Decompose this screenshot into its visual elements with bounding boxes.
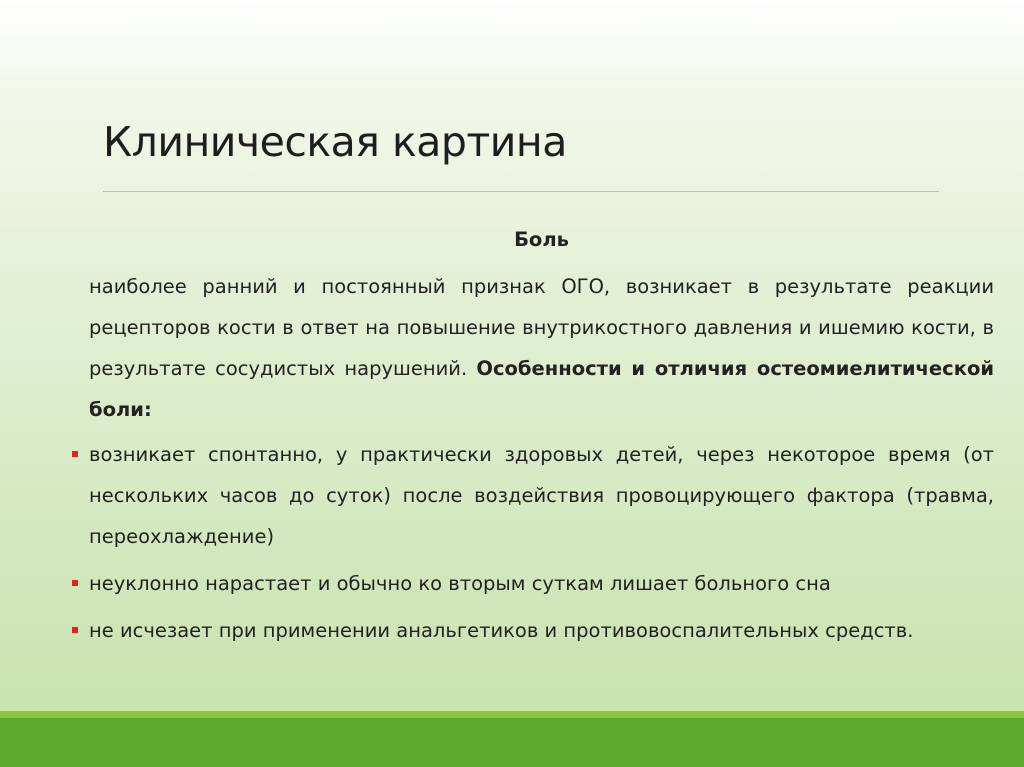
slide-content	[89, 219, 994, 657]
bullet-square-icon	[72, 451, 78, 457]
bullet-square-icon	[72, 627, 78, 633]
bottom-band-highlight	[0, 711, 1024, 718]
list-item-text: возникает спонтанно, у практически здоровых детей, через некоторое время (от нескольких часов до суток) после воздействия провоцирующего фактора (травма, переохлаждение)	[89, 443, 994, 548]
intro-paragraph	[89, 266, 994, 430]
list-item	[89, 610, 994, 651]
features-subheading: Особенности и отличия остеомиелитической боли:	[89, 357, 995, 421]
list-item	[89, 434, 994, 557]
list-item-text: не исчезает при применении анальгетиков и противовоспалительных средств.	[89, 619, 914, 642]
bullet-square-icon	[72, 580, 78, 586]
bottom-band	[0, 711, 1024, 767]
list-item	[89, 563, 994, 604]
section-heading: Боль	[514, 228, 569, 251]
intro-text: наиболее ранний и постоянный признак ОГО, возникает в результате реакции рецепторов кости в ответ на повышение внутрикостного давления и ишемию кости, в результате сосудистых нарушений.	[89, 275, 994, 380]
list-item-text: неуклонно нарастает и обычно ко вторым суткам лишает больного сна	[89, 572, 831, 595]
slide-title: Клиническая картина	[103, 118, 567, 166]
features-list	[89, 434, 994, 651]
title-divider	[103, 191, 939, 192]
